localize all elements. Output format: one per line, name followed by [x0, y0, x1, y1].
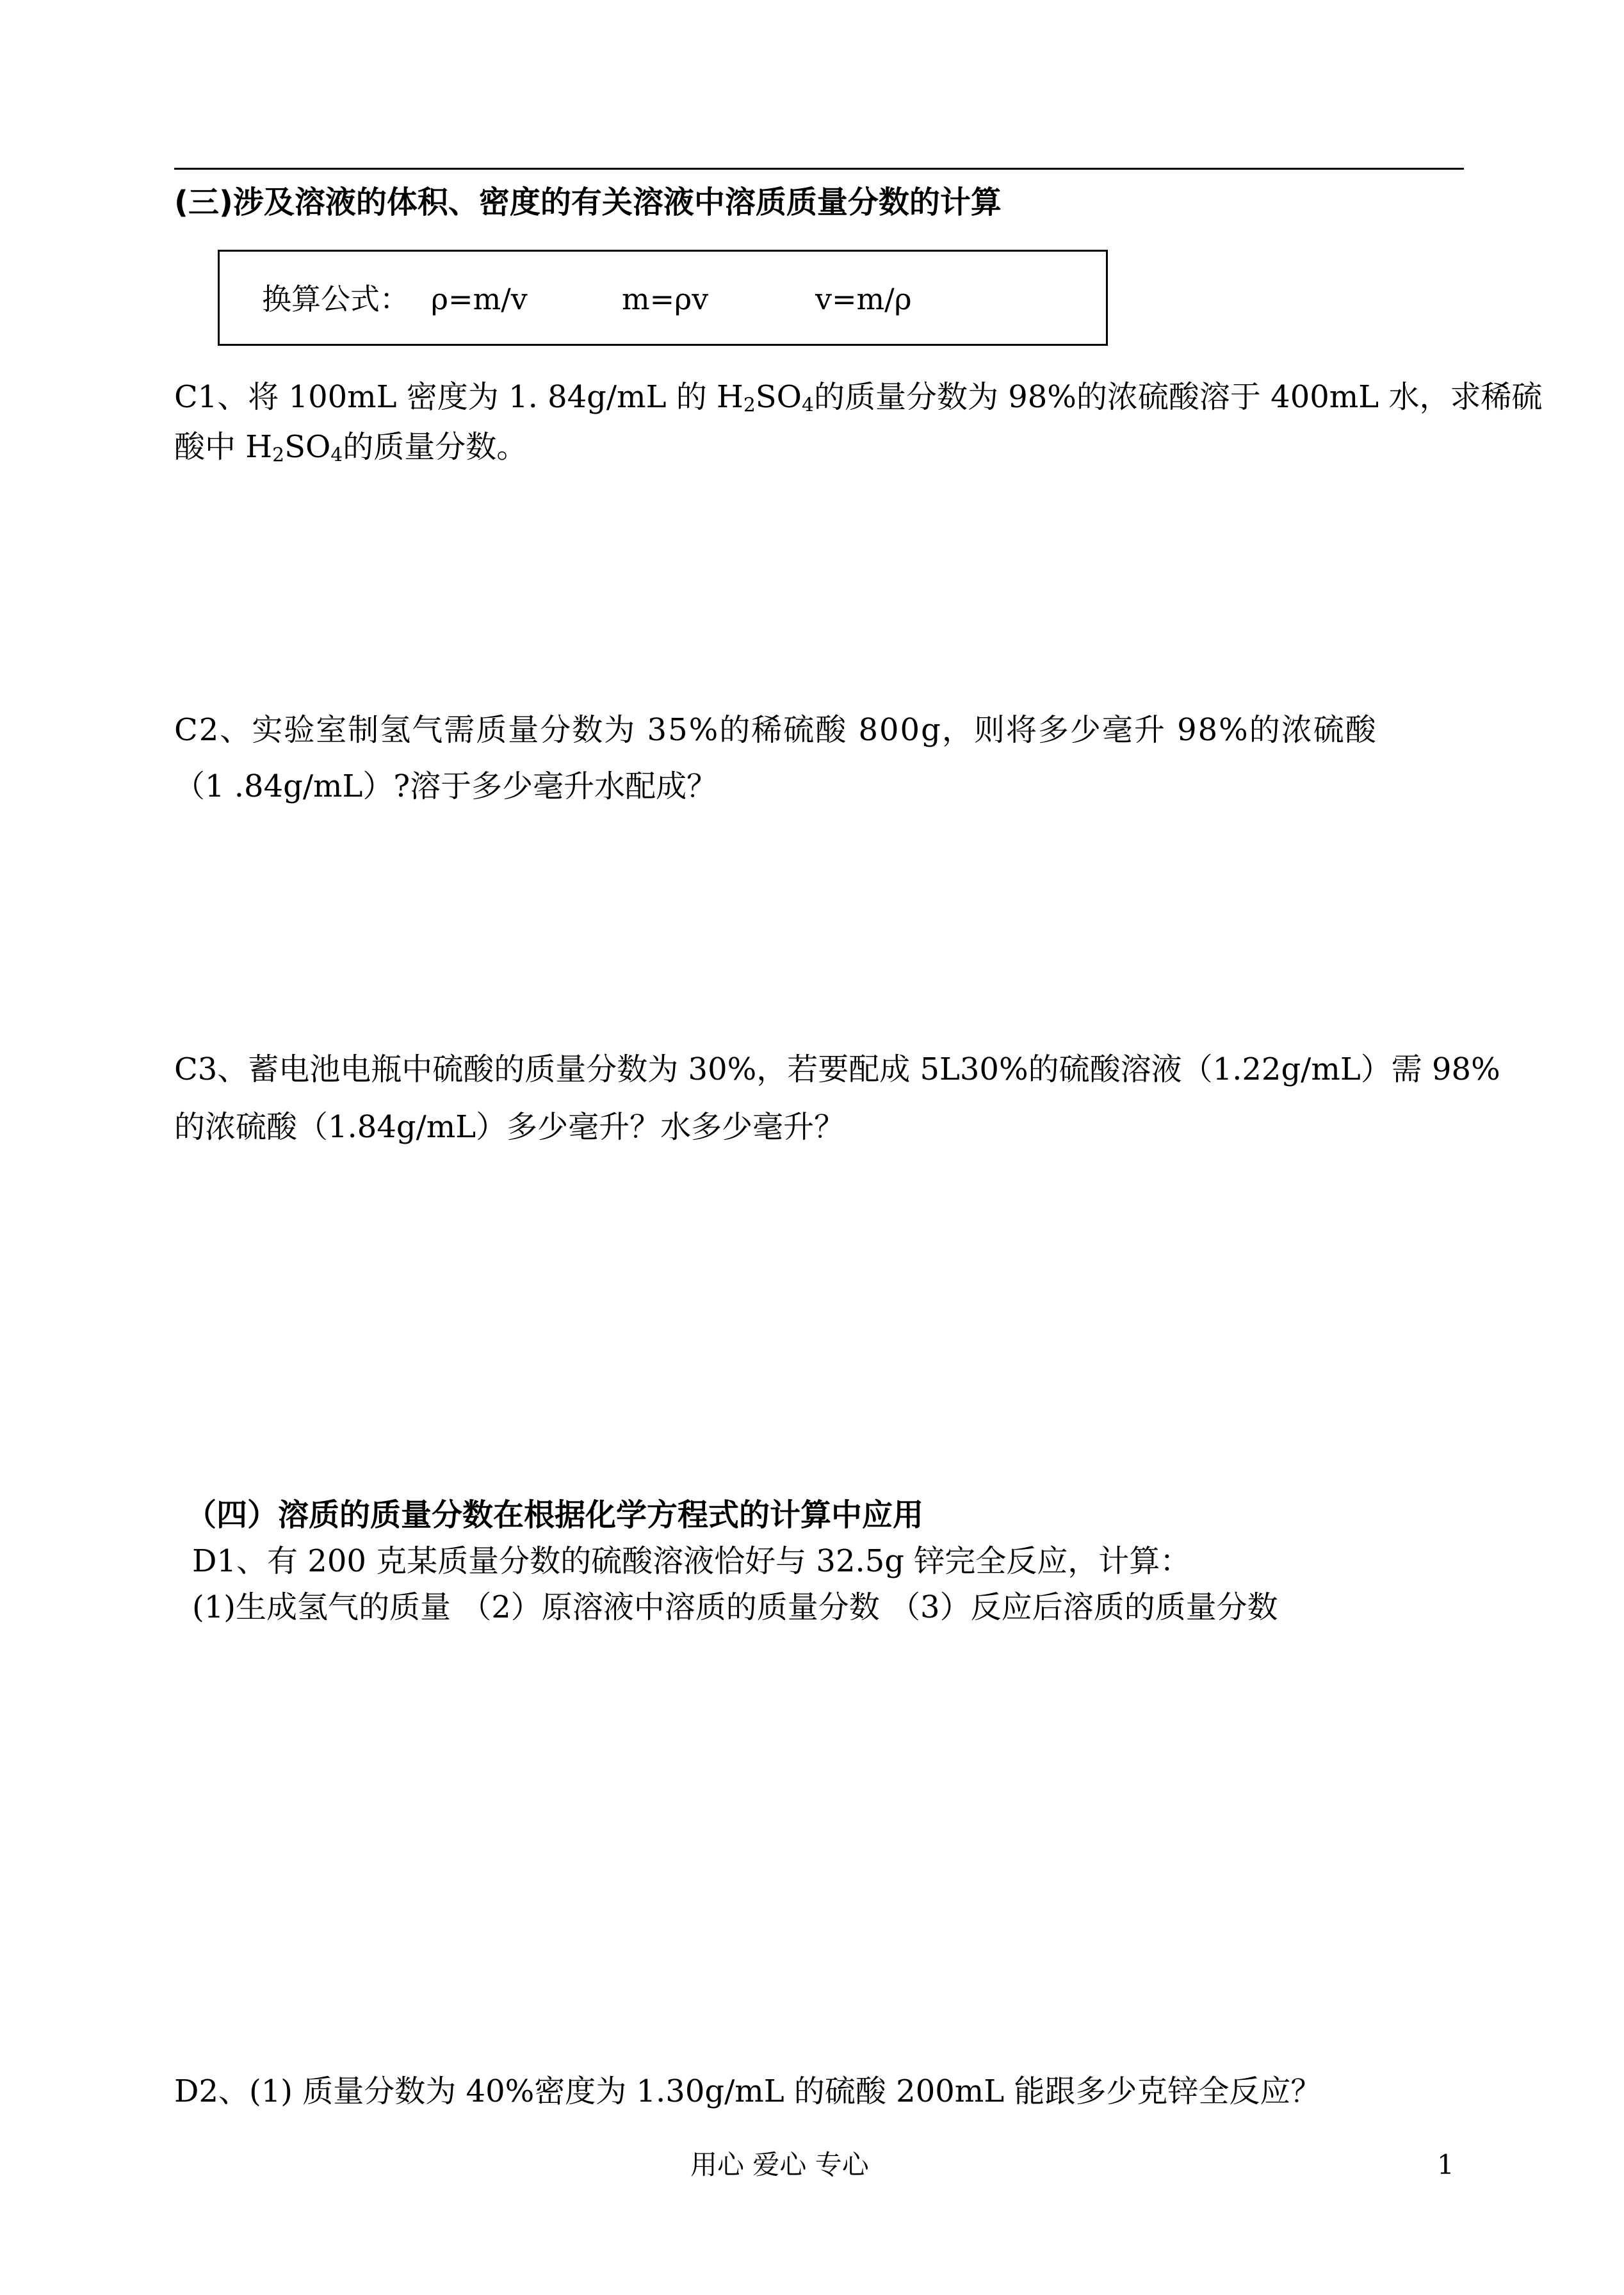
footer-motto: 用心 爱心 专心	[690, 2149, 869, 2180]
question-d2-line-1: D2、(1) 质量分数为 40%密度为 1.30g/mL 的硫酸 200mL 能跟多少克锌全反应？	[174, 2073, 1322, 2109]
formula-volume: v=m/ρ	[815, 282, 912, 316]
page-number: 1	[1437, 2149, 1454, 2180]
question-c3-line-1: C3、蓄电池电瓶中硫酸的质量分数为 30%，若要配成 5L30%的硫酸溶液（1.22g/mL）需 98%	[174, 1051, 1500, 1087]
question-c1-line-2: 酸中 $H_2SO_4$的质量分数。	[174, 429, 528, 467]
formula-box	[218, 250, 1108, 346]
question-c1-line-1: C1、将 100mL 密度为 1. 84g/mL 的 $H_2SO_4$的质量分数为 98%的浓硫酸溶于 400mL 水，求稀硫	[174, 379, 1543, 417]
section-4-heading: （四）溶质的质量分数在根据化学方程式的计算中应用	[186, 1497, 924, 1533]
question-c3-line-2: 的浓硫酸（1.84g/mL）多少毫升？水多少毫升？	[174, 1109, 845, 1145]
formula-mass: m=ρv	[622, 282, 709, 316]
question-d1-line-2: (1)生成氢气的质量 （2）原溶液中溶质的质量分数 （3）反应后溶质的质量分数	[192, 1589, 1278, 1625]
formula-density: ρ=m/v	[431, 282, 528, 316]
question-d1-line-1: D1、有 200 克某质量分数的硫酸溶液恰好与 32.5g 锌完全反应，计算：	[192, 1543, 1191, 1579]
question-c2-line-2: （1 .84g/mL）?溶于多少毫升水配成？	[174, 768, 718, 804]
section-3-heading: (三)涉及溶液的体积、密度的有关溶液中溶质质量分数的计算	[174, 184, 1002, 220]
question-c2-line-1: C2、实验室制氢气需质量分数为 35%的稀硫酸 800g，则将多少毫升 98%的浓硫酸	[174, 712, 1377, 748]
header-rule	[174, 168, 1464, 170]
formula-label: 换算公式：	[262, 282, 409, 316]
